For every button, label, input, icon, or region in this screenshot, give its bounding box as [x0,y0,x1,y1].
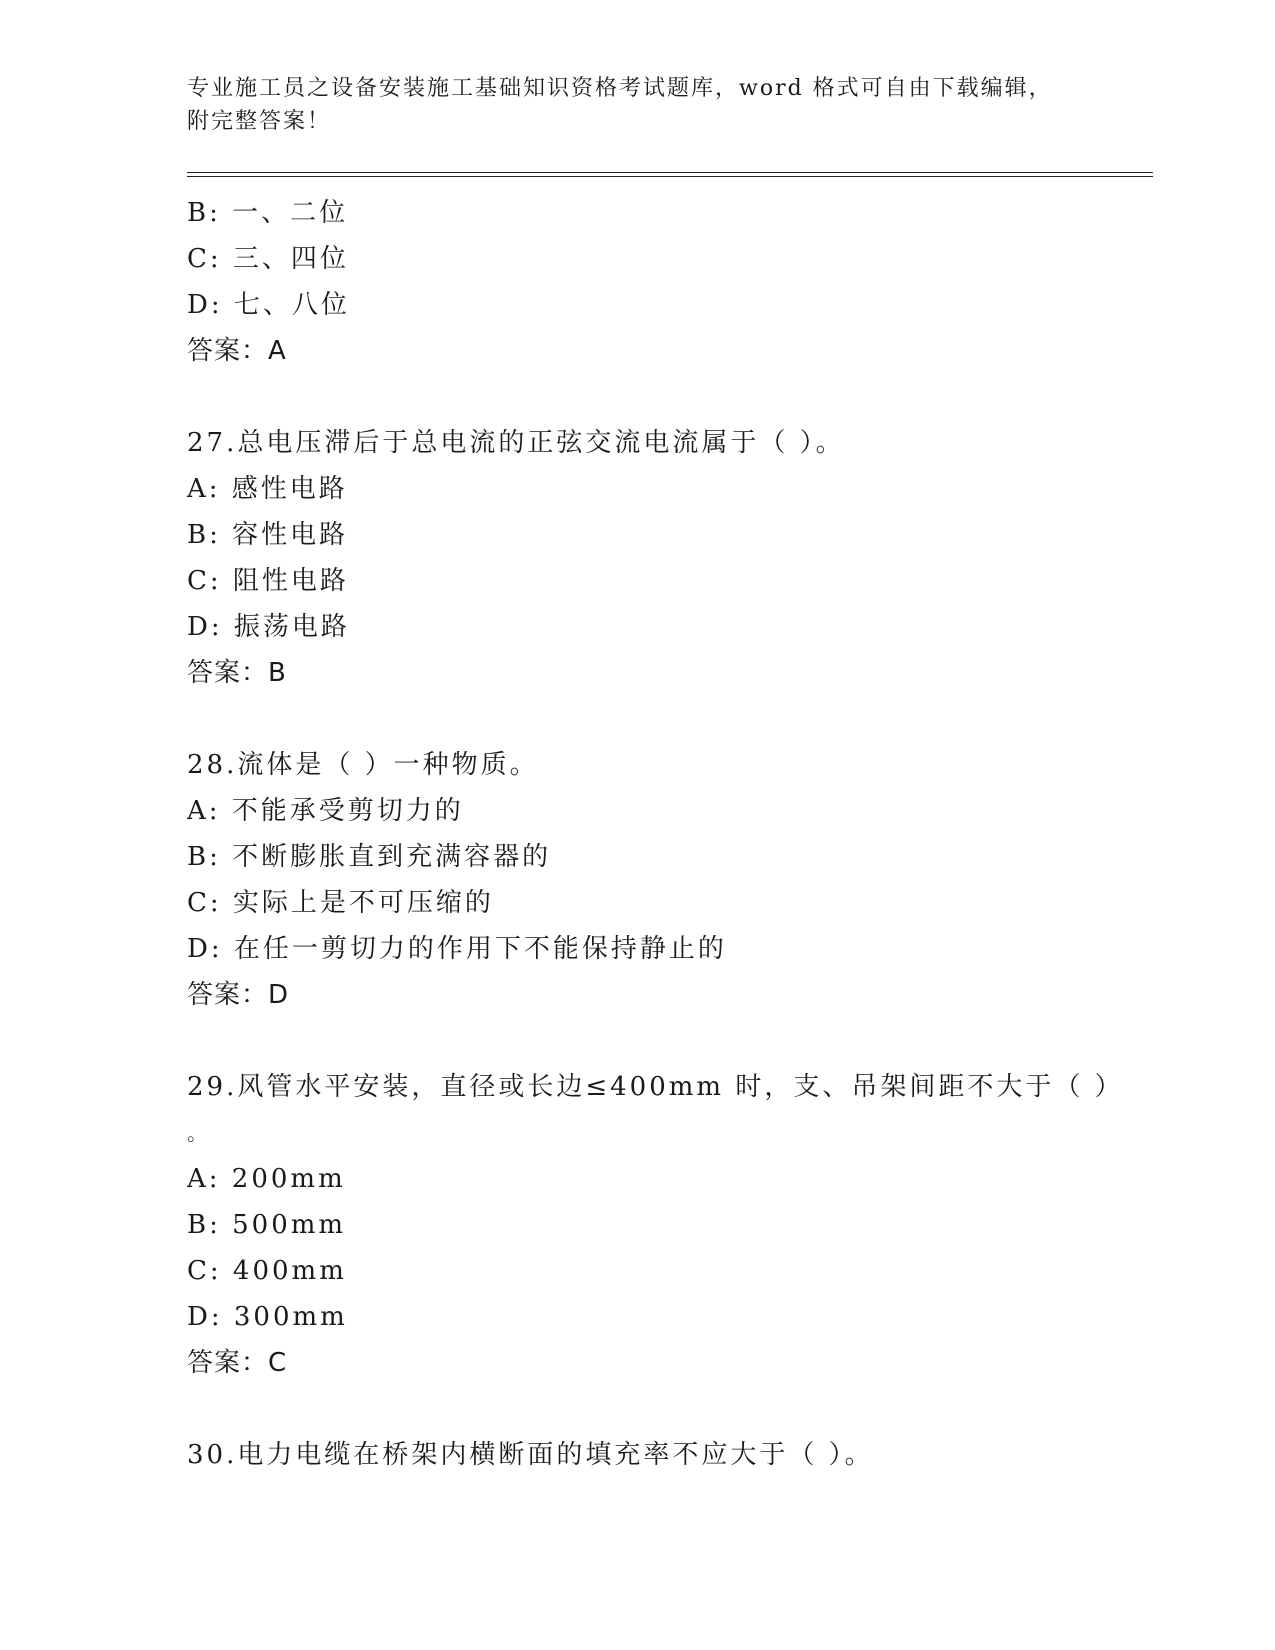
question-block-26 [187,190,1153,374]
option-d: D: 七、八位 [187,290,350,320]
option-b: B: 容性电路 [187,520,349,550]
question-text-line-1: 29.风管水平安装，直径或长边≤400mm 时，支、吊架间距不大于（ ） [187,1072,1124,1102]
answer-line: 答案：C [187,1348,288,1378]
answer-line: 答案：D [187,980,290,1010]
question-text: 30.电力电缆在桥架内横断面的填充率不应大于（ ）。 [187,1440,874,1470]
document-header [187,72,1087,138]
header-double-rule-top [187,172,1153,173]
question-text [187,1064,1153,1156]
header-line-2: 附完整答案！ [187,109,332,134]
option-a: A: 感性电路 [187,474,348,504]
answer-line: 答案：B [187,658,287,688]
question-text-continuation: 。 [187,1121,210,1145]
question-block-27 [187,420,1153,696]
answer-line: 答案：A [187,336,287,366]
option-d: D: 300mm [187,1302,348,1332]
question-block-30 [187,1432,1153,1478]
option-a: A: 200mm [187,1164,346,1194]
option-c: C: 阻性电路 [187,566,349,596]
option-b: B: 不断膨胀直到充满容器的 [187,842,552,872]
question-text: 27.总电压滞后于总电流的正弦交流电流属于（ ）。 [187,428,845,458]
question-text: 28.流体是（ ）一种物质。 [187,750,539,780]
option-d: D: 在任一剪切力的作用下不能保持静止的 [187,934,727,964]
option-d: D: 振荡电路 [187,612,350,642]
question-block-29 [187,1064,1153,1386]
header-line-1: 专业施工员之设备安装施工基础知识资格考试题库，word 格式可自由下载编辑， [187,76,1053,101]
option-c: C: 实际上是不可压缩的 [187,888,494,918]
question-block-28 [187,742,1153,1018]
option-a: A: 不能承受剪切力的 [187,796,464,826]
question-list [187,190,1153,1478]
option-c: C: 400mm [187,1256,347,1286]
option-c: C: 三、四位 [187,244,349,274]
option-b: B: 一、二位 [187,198,349,228]
option-b: B: 500mm [187,1210,347,1240]
header-double-rule-bottom [187,176,1153,177]
